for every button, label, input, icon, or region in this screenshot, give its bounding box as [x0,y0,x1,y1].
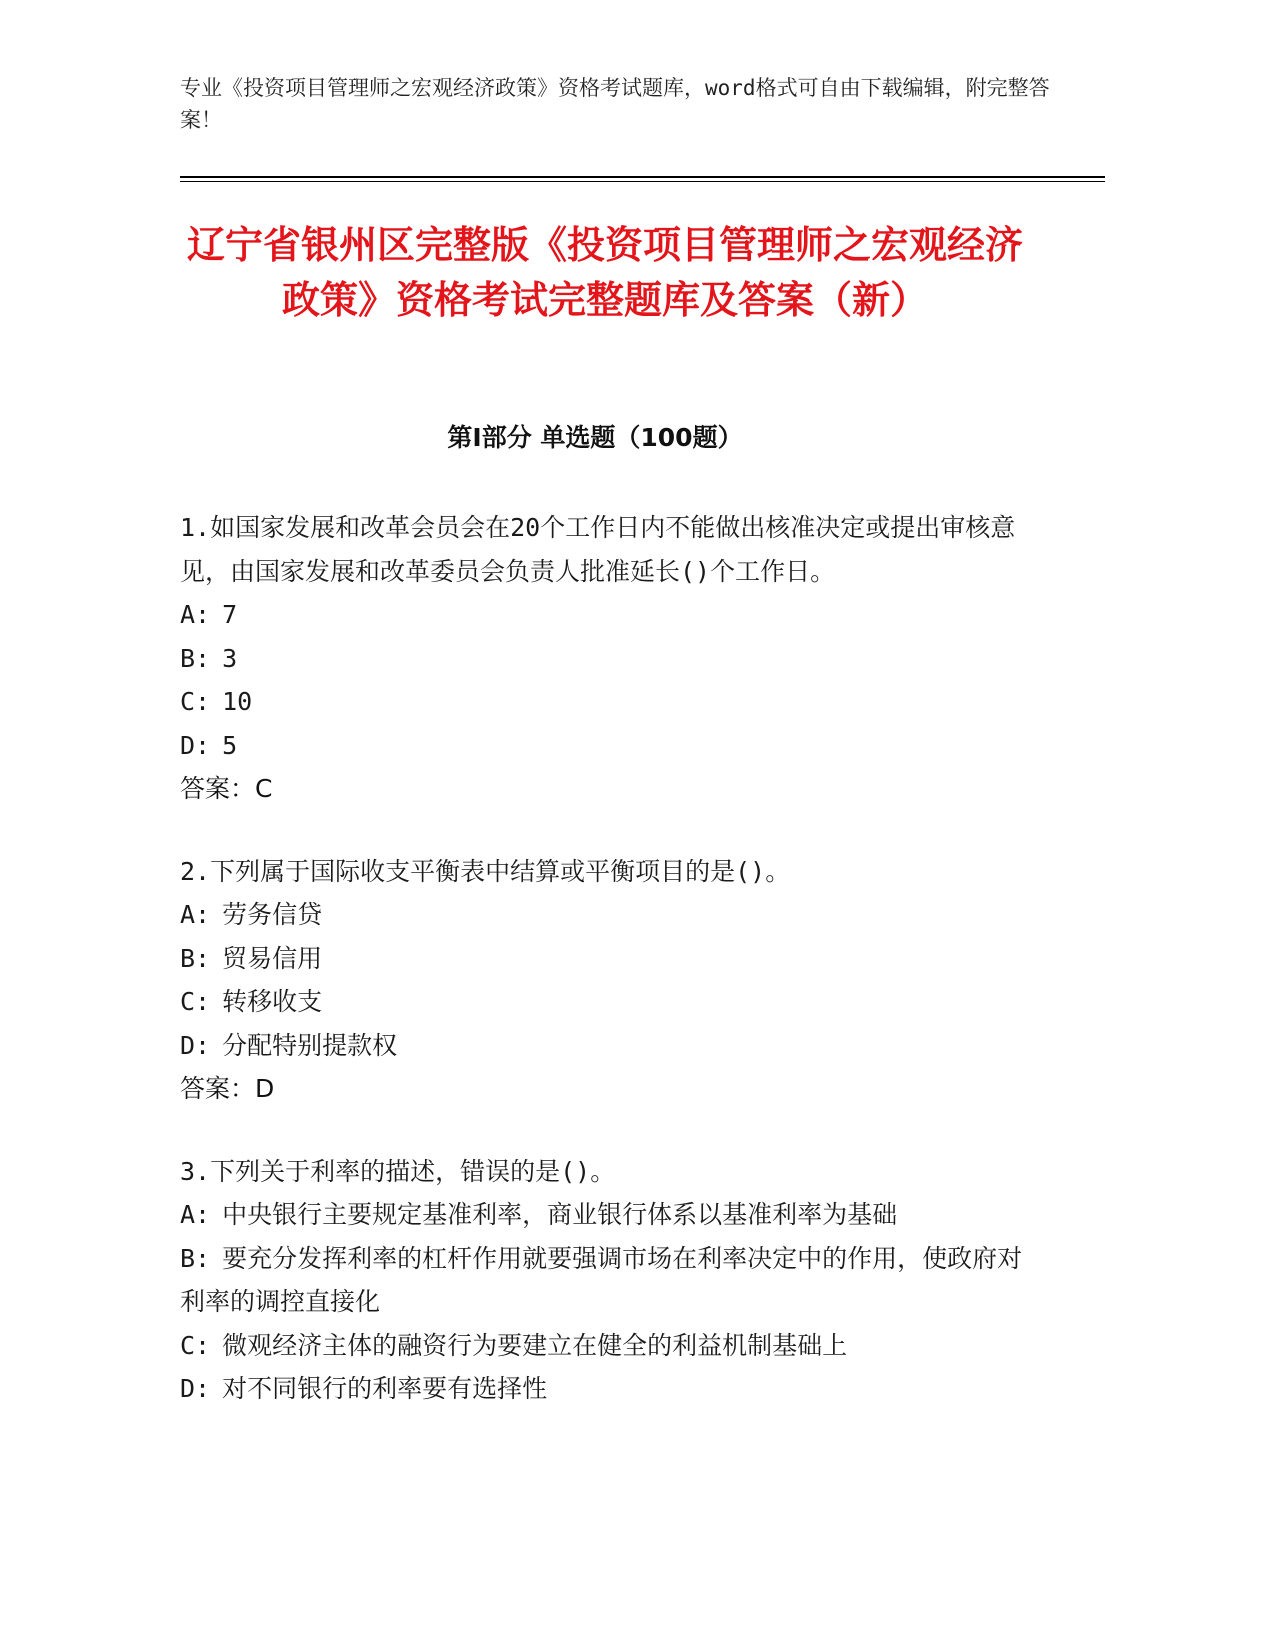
question-3 [180,1150,1040,1411]
option-a [180,1193,1040,1237]
document-title: 辽宁省银州区完整版《投资项目管理师之宏观经济政策》资格考试完整题库及答案（新） [186,223,1023,322]
option-b [180,637,1040,681]
question-2 [180,850,1040,1111]
header-note: 专业《投资项目管理师之宏观经济政策》资格考试题库，word格式可自由下载编辑，附完整答案！ [180,76,1050,132]
option-key: D: [180,1374,211,1403]
option-key: C: [180,987,211,1016]
option-text: 分配特别提款权 [222,1030,398,1060]
option-text: 要充分发挥利率的杠杆作用就要强调市场在利率决定中的作用，使政府对利率的调控直接化 [180,1243,1023,1316]
option-text: 贸易信用 [222,943,323,973]
option-c [180,980,1040,1024]
option-a [180,893,1040,937]
option-text: 微观经济主体的融资行为要建立在健全的利益机制基础上 [222,1330,848,1360]
header-rule-thick [180,176,1105,178]
option-key: D: [180,730,211,760]
header-rule-thin [180,181,1105,182]
option-d [180,1367,1040,1411]
option-b [180,937,1040,981]
question-stem: 1.如国家发展和改革会员会在20个工作日内不能做出核准决定或提出审核意见，由国家发展和改革委员会负责人批准延长()个工作日。 [180,513,1016,586]
option-key: A: [180,900,211,929]
option-key: A: [180,1200,211,1229]
option-d [180,1024,1040,1068]
option-a [180,593,1040,637]
option-text: 7 [222,600,238,629]
option-d [180,724,1040,768]
option-c [180,680,1040,724]
question-stem: 2.下列属于国际收支平衡表中结算或平衡项目的是()。 [180,856,791,886]
option-text: 转移收支 [222,987,323,1016]
option-key: A: [180,600,211,629]
option-key: C: [180,687,211,716]
option-b [180,1237,1040,1324]
option-text: 对不同银行的利率要有选择性 [222,1374,548,1403]
question-list [180,506,1040,1450]
answer-line: 答案：D [180,1074,275,1103]
option-key: B: [180,643,211,673]
question-stem: 3.下列关于利率的描述，错误的是()。 [180,1156,616,1186]
option-text: 10 [222,687,253,716]
option-text: 5 [222,730,238,760]
answer-line: 答案：C [180,774,273,803]
option-text: 3 [222,643,238,673]
option-text: 中央银行主要规定基准利率，商业银行体系以基准利率为基础 [222,1200,898,1229]
option-key: C: [180,1330,211,1360]
option-key: B: [180,1243,211,1273]
option-key: B: [180,943,211,973]
option-c [180,1324,1040,1368]
section-heading: 第I部分 单选题（100题） [447,423,743,452]
option-text: 劳务信贷 [222,900,323,929]
question-1 [180,506,1040,811]
option-key: D: [180,1030,211,1060]
